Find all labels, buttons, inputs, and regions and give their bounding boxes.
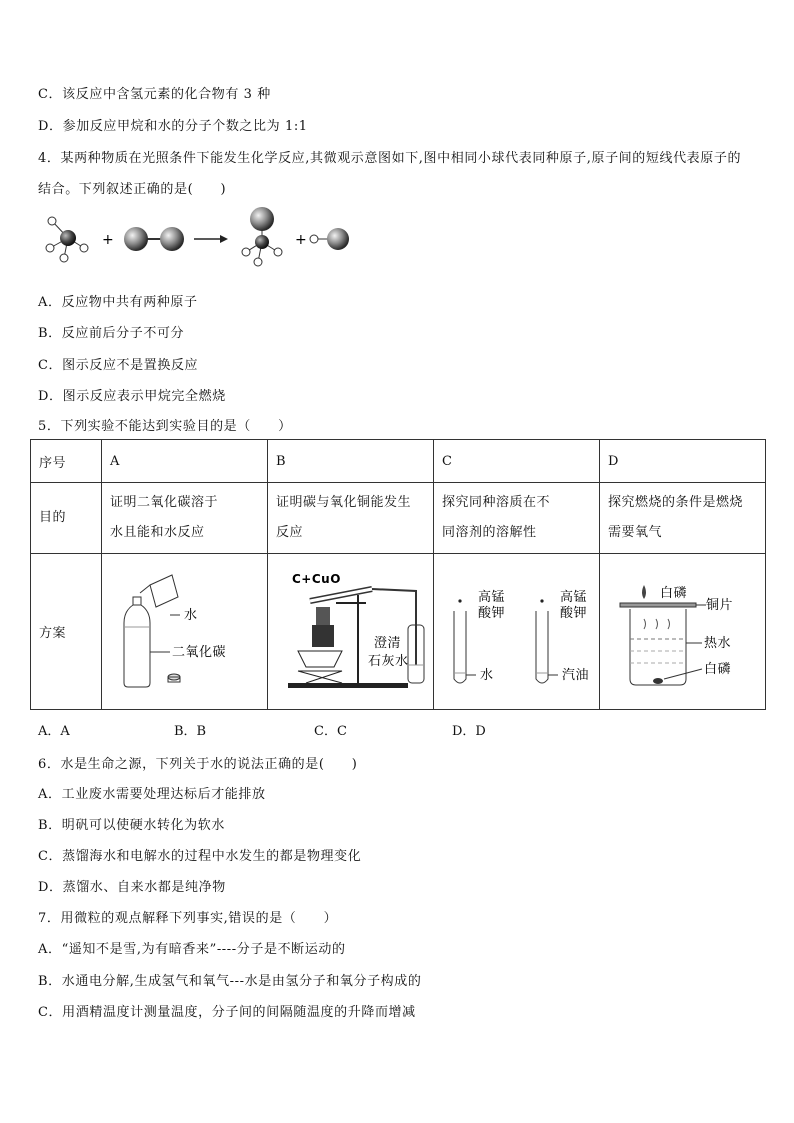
- label-kmno4-2b: 酸钾: [560, 605, 588, 621]
- label-kmno4-1b: 酸钾: [478, 605, 506, 621]
- beaker-icon: [630, 609, 686, 685]
- q5-stem: 5．下列实验不能达到实验目的是（ ）: [38, 419, 292, 434]
- plan-label: 方案: [31, 554, 102, 710]
- purpose-d: 探究燃烧的条件是燃烧 需要氧气: [600, 483, 766, 554]
- q3-option-d: D．参加反应甲烷和水的分子个数之比为 1:1: [38, 119, 308, 134]
- beaker-pouring-icon: [140, 575, 178, 607]
- plus-sign: +: [102, 232, 114, 248]
- q4-option-a: A．反应物中共有两种原子: [38, 295, 198, 310]
- q5-option-c: C．C: [314, 724, 347, 739]
- purpose-label: 目的: [31, 483, 102, 554]
- plan-a-figure: [110, 555, 270, 705]
- header-b: B: [268, 440, 434, 483]
- q7-option-b: B．水通电分解,生成氢气和氧气---水是由氢分子和氧分子构成的: [38, 974, 422, 989]
- label-c-cuo: C+CuO: [292, 571, 341, 586]
- chlorine-molecule: [124, 227, 184, 251]
- plan-c: [434, 554, 600, 710]
- q7-option-a: A．“遥知不是雪,为有暗香来”----分子是不断运动的: [38, 942, 346, 957]
- q4-option-b: B．反应前后分子不可分: [38, 326, 185, 341]
- hydrogen-chloride-molecule: [310, 228, 349, 250]
- label-water: 水: [184, 607, 198, 623]
- label-water-c: 水: [480, 667, 494, 683]
- label-gasoline: 汽油: [562, 667, 590, 683]
- q6-option-a: A．工业废水需要处理达标后才能排放: [38, 787, 266, 802]
- header-d: D: [600, 440, 766, 483]
- label-limewater-2: 石灰水: [368, 653, 409, 669]
- table-purpose-row: [31, 483, 766, 554]
- label-kmno4-2a: 高锰: [560, 589, 588, 605]
- plan-b: [268, 554, 434, 710]
- table-header-row: [31, 440, 766, 483]
- methane-molecule: [46, 217, 88, 262]
- experiment-table: [30, 439, 766, 710]
- q7-stem: 7．用微粒的观点解释下列事实,错误的是（ ）: [38, 911, 338, 926]
- purpose-b: 证明碳与氧化铜能发生 反应: [268, 483, 434, 554]
- q5-option-a: A．A: [38, 724, 70, 739]
- plan-a: [102, 554, 268, 710]
- alcohol-lamp-stand-icon: [298, 607, 342, 683]
- test-tube-gasoline-icon: [536, 599, 548, 683]
- chloromethane-molecule: [242, 207, 282, 266]
- q4-stem-line1: 4．某两种物质在光照条件下能发生化学反应,其微观示意图如下,图中相同小球代表同种原子,原子间的短线代表原子的: [38, 151, 742, 166]
- header-label: 序号: [31, 440, 102, 483]
- label-kmno4-1a: 高锰: [478, 589, 506, 605]
- plastic-bottle-icon: [124, 597, 150, 687]
- label-hot-water: 热水: [704, 635, 732, 651]
- header-a: A: [102, 440, 268, 483]
- q6-option-d: D．蒸馏水、自来水都是纯净物: [38, 880, 226, 895]
- q6-option-b: B．明矾可以使硬水转化为软水: [38, 818, 225, 833]
- q6-option-c: C．蒸馏海水和电解水的过程中水发生的都是物理变化: [38, 849, 362, 864]
- q4-stem-line2: 结合。下列叙述正确的是( ): [38, 182, 227, 197]
- label-copper: 铜片: [706, 597, 734, 613]
- test-tube-water-icon: [454, 599, 466, 683]
- bottle-cap-icon: [168, 674, 180, 682]
- q6-stem: 6．水是生命之源，下列关于水的说法正确的是( ): [38, 757, 358, 772]
- plan-b-figure: [276, 555, 444, 705]
- q4-option-c: C．图示反应不是置换反应: [38, 358, 199, 373]
- reaction-diagram: [40, 206, 360, 270]
- plan-d-figure: [608, 555, 776, 705]
- q4-option-d: D．图示反应表示甲烷完全燃烧: [38, 389, 226, 404]
- q5-option-b: B．B: [174, 724, 207, 739]
- label-limewater-1: 澄清: [374, 635, 402, 651]
- q3-option-c: C．该反应中含氢元素的化合物有 3 种: [38, 87, 271, 102]
- q5-option-d: D．D: [452, 724, 486, 739]
- purpose-a: 证明二氧化碳溶于 水且能和水反应: [102, 483, 268, 554]
- plan-c-figure: [442, 555, 610, 705]
- test-tube-icon: [310, 589, 372, 601]
- label-co2: 二氧化碳: [172, 644, 227, 660]
- header-c: C: [434, 440, 600, 483]
- q7-option-c: C．用酒精温度计测量温度，分子间的间隔随温度的升降而增减: [38, 1005, 416, 1020]
- flame-icon: [642, 585, 646, 599]
- plus-sign: +: [295, 232, 307, 248]
- label-white-p-bottom: 白磷: [704, 661, 732, 677]
- label-white-p-top: 白磷: [660, 585, 688, 601]
- reaction-arrow: [194, 235, 228, 243]
- table-plan-row: [31, 554, 766, 710]
- purpose-c: 探究同种溶质在不 同溶剂的溶解性: [434, 483, 600, 554]
- plan-d: [600, 554, 766, 710]
